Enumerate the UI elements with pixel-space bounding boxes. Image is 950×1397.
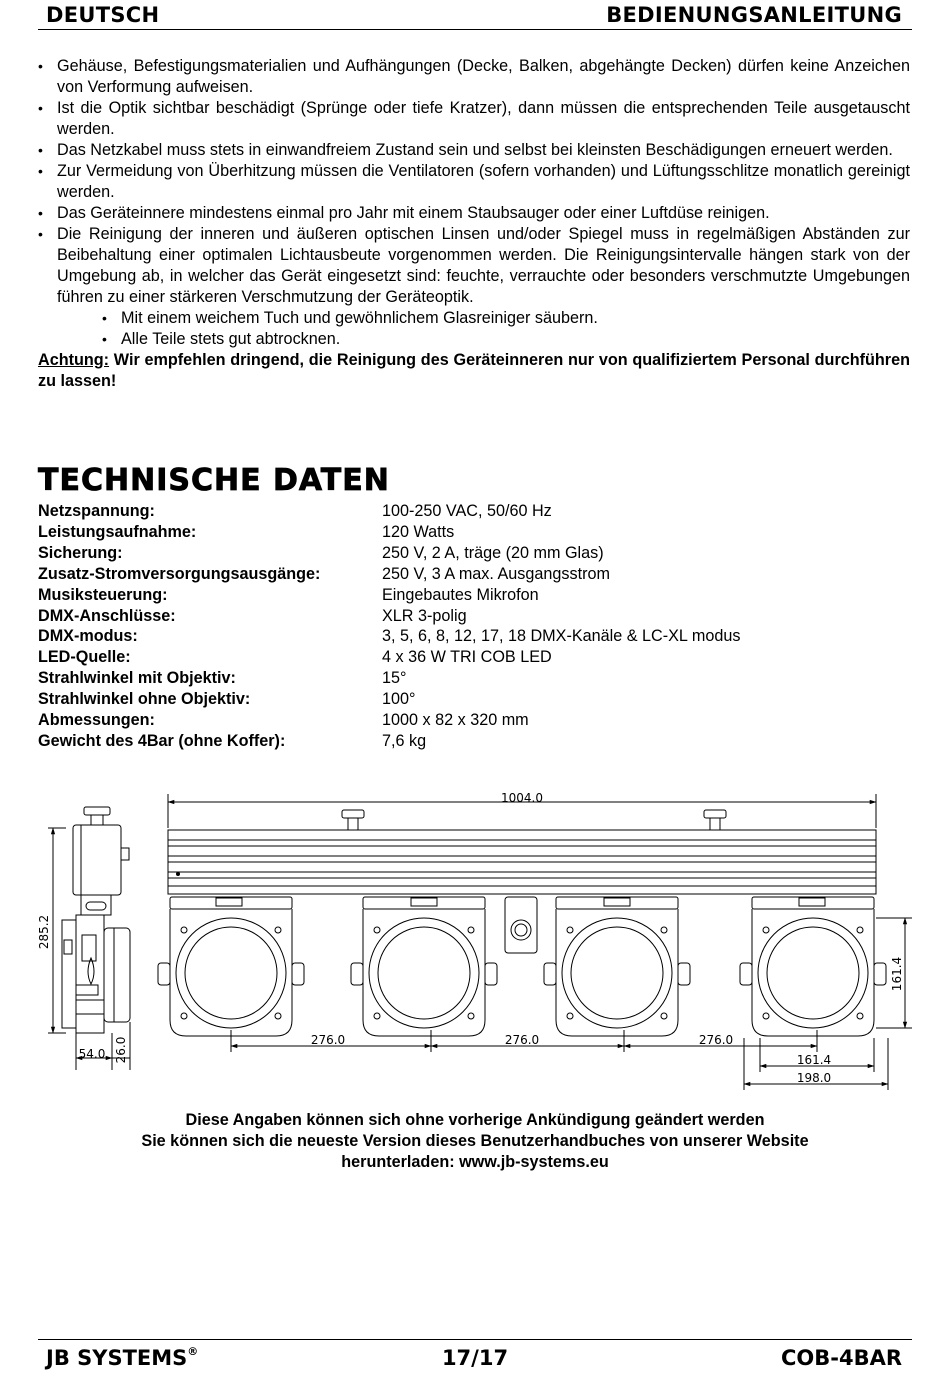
- spec-label: Gewicht des 4Bar (ohne Koffer):: [38, 731, 286, 750]
- spec-value: Eingebautes Mikrofon: [382, 585, 539, 604]
- spec-label: DMX-modus:: [38, 627, 138, 646]
- spec-label: Strahlwinkel ohne Objektiv:: [38, 690, 251, 709]
- cleaning-sublist: [38, 308, 910, 350]
- registered-mark: ®: [187, 1345, 199, 1358]
- spec-value: 250 V, 2 A, träge (20 mm Glas): [382, 543, 604, 562]
- spec-label: LED-Quelle:: [38, 648, 131, 667]
- spec-label: Musiksteuerung:: [38, 585, 168, 604]
- notice-line: Sie können sich die neueste Version dieses Benutzerhandbuches von unserer Website: [141, 1132, 809, 1150]
- spec-label: Zusatz-Stromversorgungsausgänge:: [38, 564, 321, 583]
- dim-side-depth: 54.0: [78, 1047, 106, 1061]
- maintenance-section: [38, 56, 910, 392]
- spec-row: [38, 606, 910, 627]
- spec-value: 120 Watts: [382, 522, 455, 541]
- spec-label: Sicherung:: [38, 543, 123, 562]
- header-language: DEUTSCH: [46, 3, 160, 27]
- page-number: 17/17: [441, 1346, 509, 1370]
- spec-label: Netzspannung:: [38, 502, 155, 520]
- spec-row: [38, 564, 910, 585]
- spec-value: 250 V, 3 A max. Ausgangsstrom: [382, 564, 610, 583]
- spec-row: [38, 626, 910, 647]
- spec-row: [38, 522, 910, 543]
- spec-value: 4 x 36 W TRI COB LED: [382, 648, 552, 667]
- technical-drawing: [36, 780, 916, 1100]
- maintenance-list: [38, 56, 910, 308]
- spec-row: [38, 543, 910, 564]
- dim-head-inner-width: 161.4: [796, 1053, 832, 1067]
- list-item: • Zur Vermeidung von Überhitzung müssen die Ventilatoren (sofern vorhanden) und Lüftungsschlitze monatlich gereinigt werden.: [38, 161, 910, 203]
- spec-row: [38, 647, 910, 668]
- light-head-1: [158, 897, 304, 1036]
- warning-label: Achtung:: [38, 351, 110, 369]
- dim-head-height: 161.4: [890, 956, 904, 992]
- dim-side-small: 26.0: [114, 1036, 128, 1064]
- page-footer: [38, 1339, 912, 1380]
- section-title: TECHNISCHE DATEN: [38, 463, 390, 498]
- dim-total-width: 1004.0: [501, 791, 543, 805]
- header-doc-type: BEDIENUNGSANLEITUNG: [606, 3, 902, 27]
- dim-spacing-2: 276.0: [504, 1033, 540, 1047]
- list-item: • Gehäuse, Befestigungsmaterialien und Aufhängungen (Decke, Balken, abgehängte Decken) dürfen keine Anzeichen von Verformung aufweisen.: [38, 56, 910, 98]
- spec-row: [38, 668, 910, 689]
- list-item: • Mit einem weichem Tuch und gewöhnlichem Glasreiniger säubern.: [102, 308, 910, 329]
- page-header: [38, 2, 912, 30]
- spec-value: 100-250 VAC, 50/60 Hz: [382, 502, 552, 520]
- spec-label: DMX-Anschlüsse:: [38, 606, 176, 625]
- front-bar: [168, 830, 876, 894]
- spec-value: 3, 5, 6, 8, 12, 17, 18 DMX-Kanäle & LC-XL modus: [382, 627, 741, 646]
- list-item: • Die Reinigung der inneren und äußeren optischen Linsen und/oder Spiegel muss in regelmäßigen Abständen zur Beibehaltung einer optimalen Lichtausbeute vorgenommen werden. Die Reinigungsintervalle hängen stark von der Umgebung ab, in welcher das Gerät eingesetzt sind: feuchte, verrauchte oder besonders verschmutzte Umgebungen führen zu einer stärkeren Verschmutzung der Geräteoptik.: [38, 224, 910, 308]
- dim-spacing-1: 276.0: [310, 1033, 346, 1047]
- notice-line: Diese Angaben können sich ohne vorherige Ankündigung geändert werden: [185, 1111, 765, 1129]
- dim-spacing-3: 276.0: [698, 1033, 734, 1047]
- spec-label: Leistungsaufnahme:: [38, 522, 197, 541]
- spec-row: [38, 710, 910, 731]
- spec-label: Strahlwinkel mit Objektiv:: [38, 669, 236, 688]
- warning-note: [38, 350, 910, 392]
- list-item: • Das Geräteinnere mindestens einmal pro Jahr mit einem Staubsauger oder einer Luftdüse reinigen.: [38, 203, 910, 224]
- list-item: • Ist die Optik sichtbar beschädigt (Sprünge oder tiefe Kratzer), dann müssen die entsprechenden Teile ausgetauscht werden.: [38, 98, 910, 140]
- brand-name: JB SYSTEMS: [46, 1346, 188, 1370]
- side-view: [62, 807, 130, 1033]
- spec-row: [38, 585, 910, 606]
- light-head-2: [351, 897, 497, 1036]
- spec-row: [38, 731, 910, 752]
- spec-row: [38, 689, 910, 710]
- spec-label: Abmessungen:: [38, 711, 155, 730]
- footer-model: COB-4BAR: [780, 1346, 902, 1370]
- light-head-3: [544, 897, 690, 1036]
- disclaimer-notice: [0, 1110, 950, 1173]
- dim-side-height: 285.2: [37, 914, 51, 950]
- spec-value: 100°: [382, 690, 416, 709]
- warning-text: Wir empfehlen dringend, die Reinigung des Geräteinneren nur von qualifiziertem Personal durchführen zu lassen!: [38, 351, 910, 390]
- spec-value: 1000 x 82 x 320 mm: [382, 711, 529, 730]
- list-item: • Das Netzkabel muss stets in einwandfreiem Zustand sein und selbst bei kleinsten Beschädigungen erneuert werden.: [38, 140, 910, 161]
- spec-value: XLR 3-polig: [382, 606, 467, 625]
- spec-table: [38, 501, 910, 752]
- spec-value: 15°: [382, 669, 407, 688]
- mounting-knobs: [342, 810, 726, 830]
- notice-line: herunterladen: www.jb-systems.eu: [341, 1153, 609, 1171]
- light-head-4: [740, 897, 886, 1036]
- list-item: • Alle Teile stets gut abtrocknen.: [102, 329, 910, 350]
- dim-head-width: 198.0: [796, 1071, 832, 1085]
- spec-row: [38, 501, 910, 522]
- spec-value: 7,6 kg: [382, 731, 427, 750]
